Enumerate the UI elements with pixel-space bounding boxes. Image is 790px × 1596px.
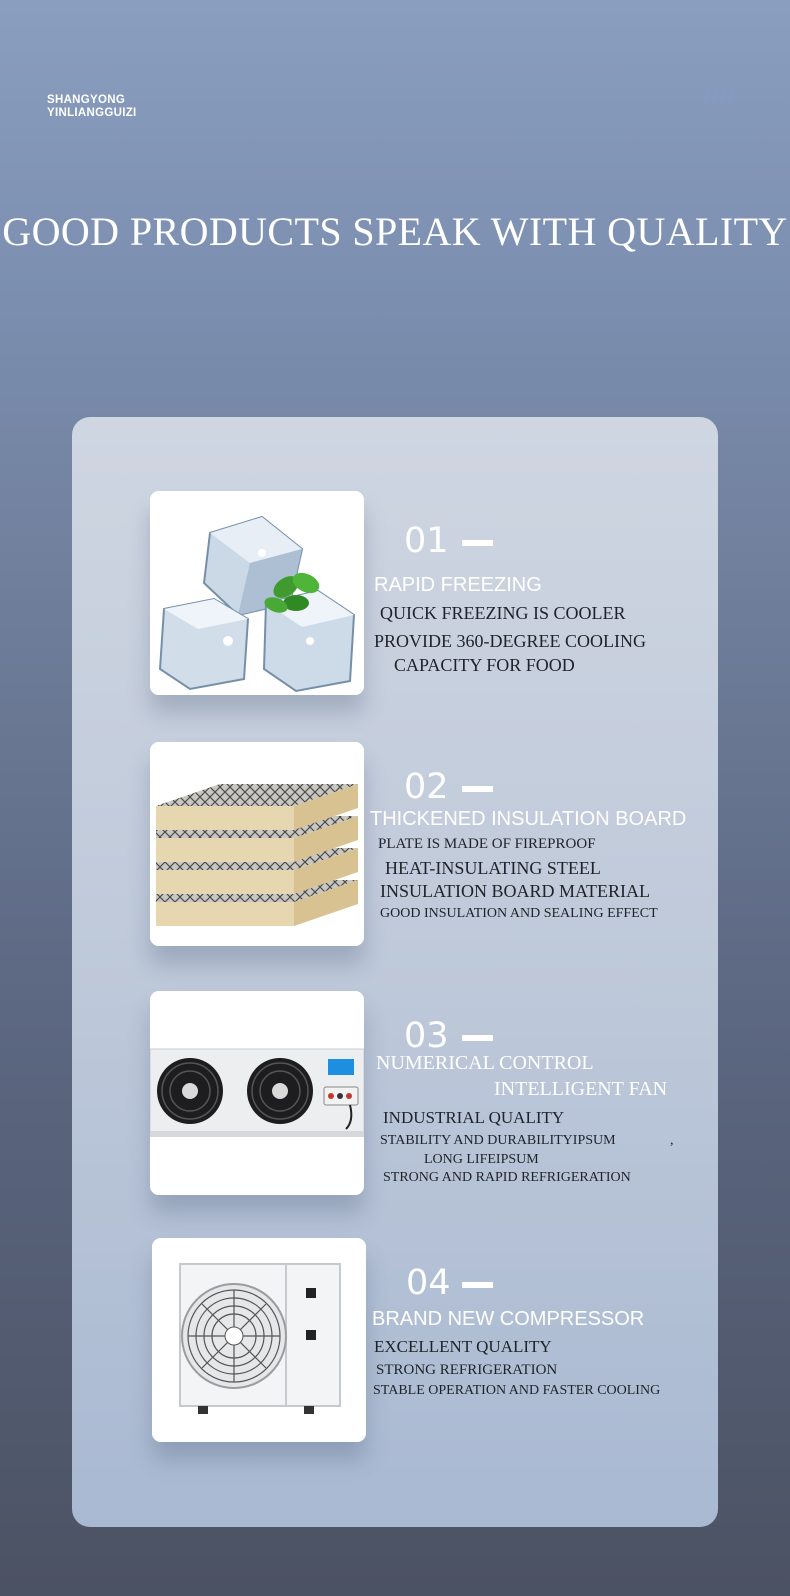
feature-number-04: 04 [406, 1263, 451, 1303]
feature-title-03-line2: INTELLIGENT FAN [494, 1078, 668, 1100]
page-headline: GOOD PRODUCTS SPEAK WITH QUALITY [2, 209, 788, 254]
feature-line: PLATE IS MADE OF FIREPROOF [378, 836, 596, 852]
number-dash-02 [462, 786, 493, 792]
stray-mark: , [670, 1133, 674, 1148]
feature-number-02: 02 [404, 767, 449, 807]
feature-line: STRONG REFRIGERATION [376, 1362, 558, 1378]
feature-line: STRONG AND RAPID REFRIGERATION [383, 1170, 631, 1185]
brand-mark-icon [702, 88, 736, 104]
feature-title-03-line1: NUMERICAL CONTROL [376, 1052, 594, 1074]
feature-line: QUICK FREEZING IS COOLER [380, 603, 626, 623]
number-dash-01 [462, 540, 493, 546]
feature-title-02: THICKENED INSULATION BOARD [370, 808, 687, 830]
brand-logo [47, 94, 137, 120]
feature-line: CAPACITY FOR FOOD [394, 655, 575, 675]
feature-line: STABILITY AND DURABILITYIPSUM [380, 1133, 616, 1148]
feature-image-insulation-panels [150, 742, 364, 946]
feature-line: EXCELLENT QUALITY [374, 1337, 552, 1356]
number-dash-04 [462, 1282, 493, 1288]
feature-image-compressor [152, 1238, 366, 1442]
feature-line: INSULATION BOARD MATERIAL [380, 881, 650, 901]
feature-line: HEAT-INSULATING STEEL [385, 858, 601, 878]
feature-line: STABLE OPERATION AND FASTER COOLING [373, 1383, 661, 1398]
feature-number-03: 03 [404, 1016, 449, 1056]
feature-line: LONG LIFEIPSUM [424, 1152, 539, 1167]
feature-line: PROVIDE 360-DEGREE COOLING [374, 631, 646, 651]
feature-title-01: RAPID FREEZING [374, 574, 542, 596]
feature-title-04: BRAND NEW COMPRESSOR [372, 1308, 645, 1330]
feature-line: INDUSTRIAL QUALITY [383, 1108, 565, 1127]
brand-name-line1: SHANGYONG [47, 94, 126, 106]
feature-number-01: 01 [404, 521, 449, 561]
number-dash-03 [462, 1035, 493, 1041]
feature-image-fan-evaporator [150, 991, 364, 1195]
feature-line: GOOD INSULATION AND SEALING EFFECT [380, 906, 658, 921]
brand-name-line2: YINLIANGGUIZI [47, 107, 137, 119]
feature-image-ice-cubes [150, 491, 364, 695]
